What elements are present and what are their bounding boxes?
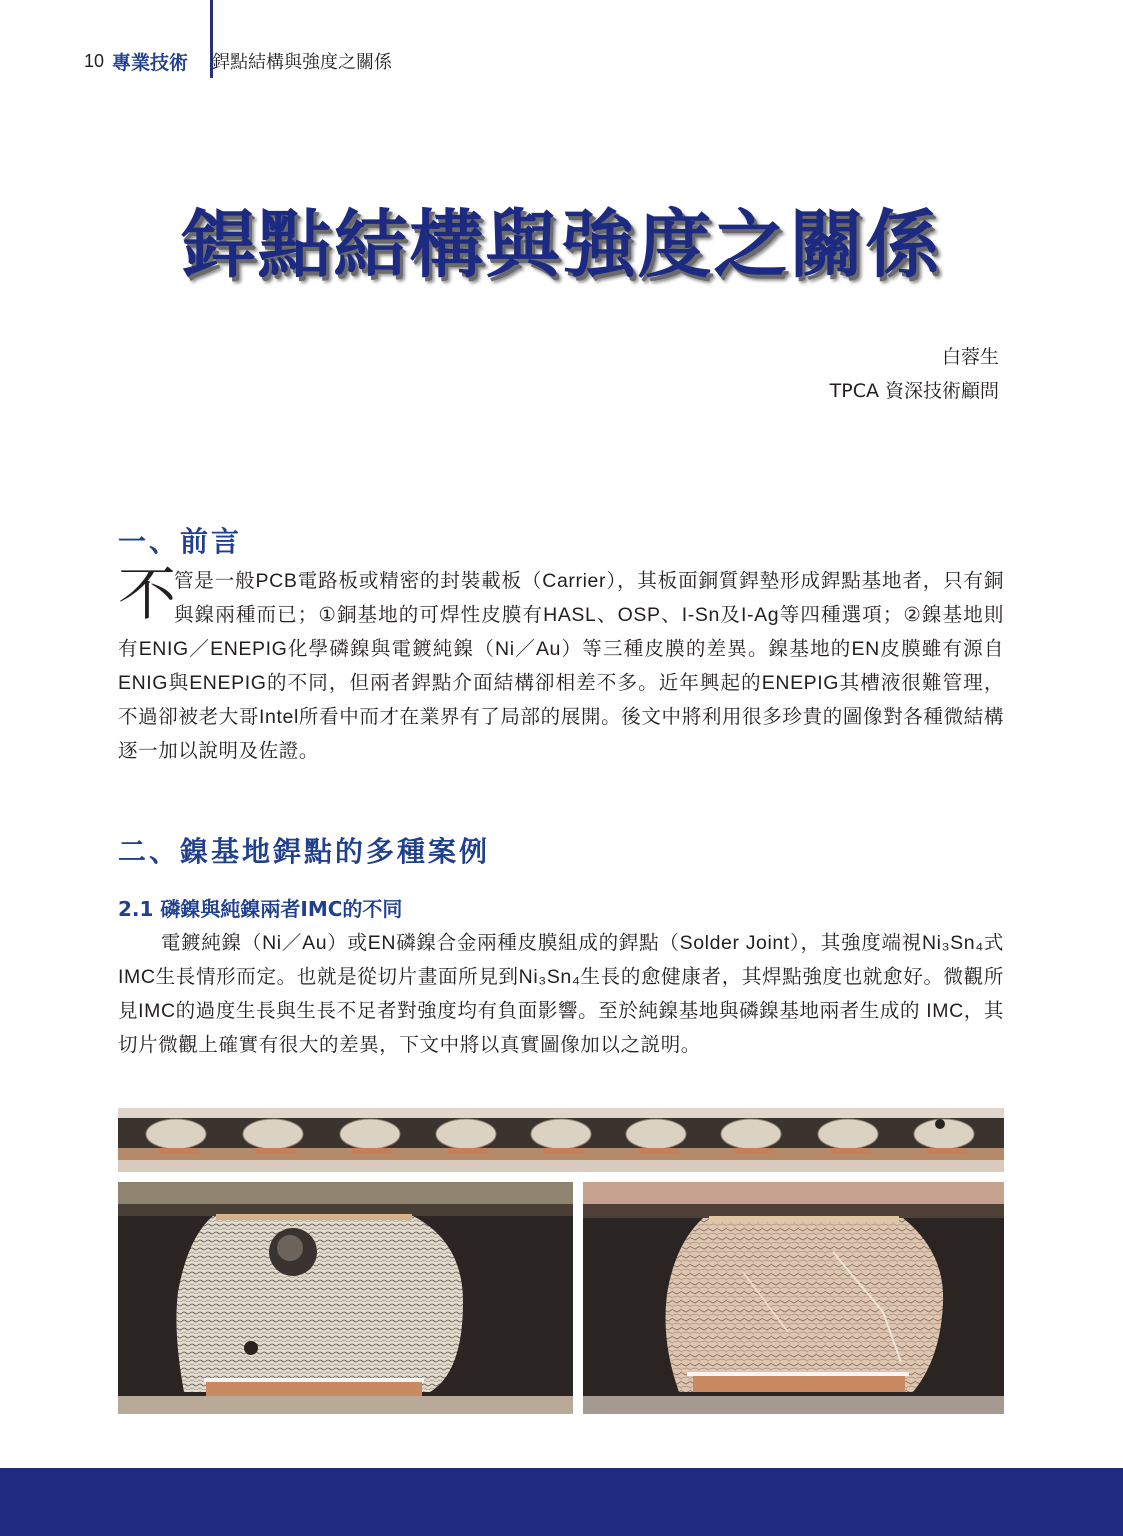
page-number: 10 [84,50,105,71]
drop-cap: 不 [118,562,177,627]
section-heading-intro: 一、前言 [118,525,243,558]
section-heading-cases: 二、鎳基地銲點的多種案例 [118,835,491,868]
intro-paragraph [118,564,1004,768]
author-affiliation: TPCA 資深技術顧問 [829,380,999,402]
intro-body: 管是一般PCB電路板或精密的封裝載板（Carrier），其板面銅質銲墊形成銲點基地者，只有銅與鎳兩種而已；①銅基地的可焊性皮膜有HASL、OSP、I-Sn及I-Ag等四種選項；②鎳基地則有ENIG／ENEPIG化學磷鎳與電鍍純鎳（Ni／Au）等三種皮膜的差異。鎳基地的EN皮膜雖有源自ENIG與ENEPIG的不同，但兩者銲點介面結構卻相差不多。近年興起的ENEPIG其槽液很難管理，不過卻被老大哥Intel所看中而才在業界有了局部的展開。後文中將利用很多珍貴的圖像對各種微結構逐一加以說明及佐證。 [118,570,1004,762]
running-header [84,46,392,76]
subsection-paragraph: 電鍍純鎳（Ni／Au）或EN磷鎳合金兩種皮膜組成的銲點（Solder Joint），其強度端視Ni₃Sn₄式IMC生長情形而定。也就是從切片畫面所見到Ni₃Sn₄生長的愈健康者，其焊點強度也就愈好。微觀所見IMC的過度生長與生長不足者對強度均有負面影響。至於純鎳基地與磷鎳基地兩者生成的 IMC，其切片微觀上確實有很大的差異，下文中將以真實圖像加以之説明。 [118,932,1004,1056]
subsection-heading: 2.1 磷鎳與純鎳兩者IMC的不同 [118,897,403,921]
author-name: 白蓉生 [941,346,999,368]
cross-section-strip-image [118,1108,1004,1172]
article-title: 銲點結構與強度之關係 [181,202,942,288]
section-label: 專業技術 [112,51,189,74]
solder-joint-micrograph-left [118,1182,573,1414]
footer-bar [0,1468,1123,1536]
author-block [830,340,999,408]
header-topic: 銲點結構與強度之關係 [212,52,393,73]
solder-joint-micrograph-right [583,1182,1004,1414]
